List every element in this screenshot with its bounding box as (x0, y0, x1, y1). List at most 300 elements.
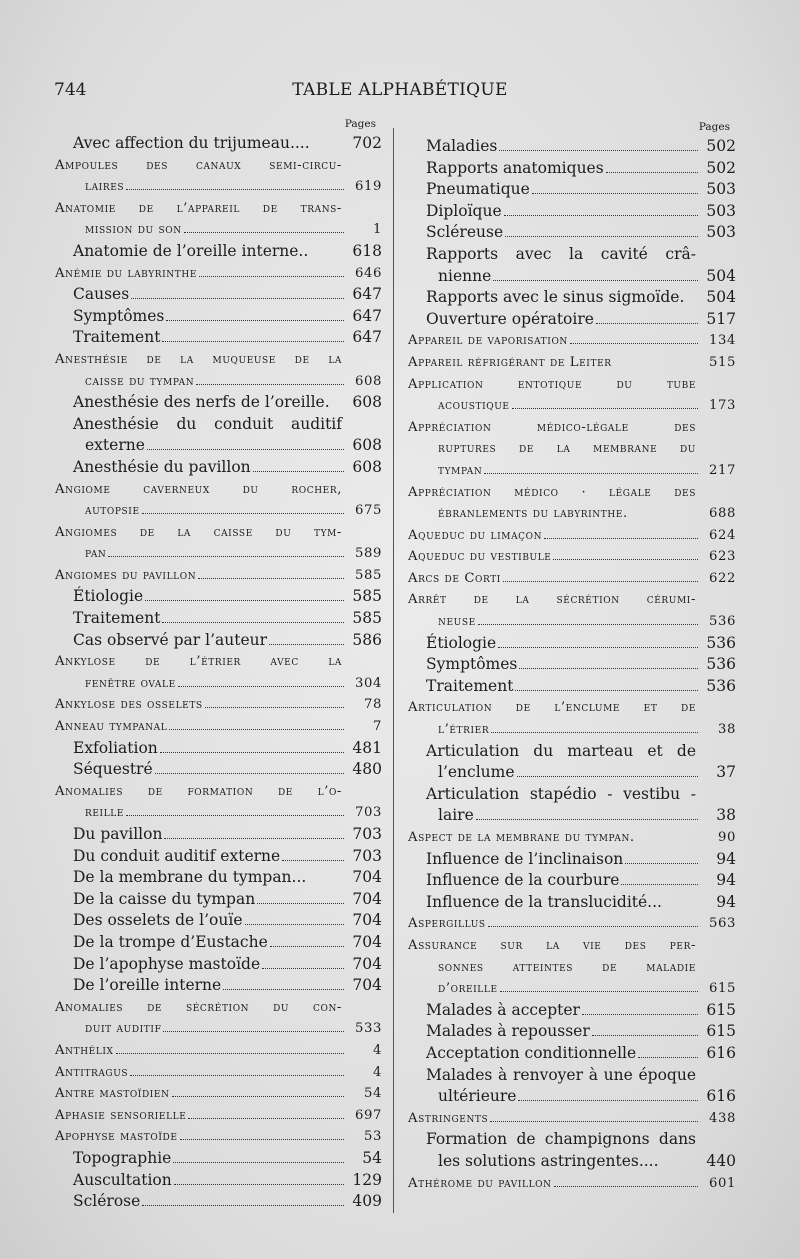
entry-text: d’oreille (438, 981, 498, 997)
index-entry (408, 352, 736, 374)
page-ref: 94 (716, 849, 736, 868)
dot-leader (498, 641, 698, 648)
index-entry (55, 630, 382, 652)
entry-text: reille (85, 805, 125, 821)
index-entry (408, 633, 736, 655)
index-entry (55, 392, 382, 414)
entry-text: laires (85, 179, 125, 195)
entry-text: Ankylose des osselets (55, 697, 203, 713)
index-entry-line: Formation de champignons dans (426, 1130, 696, 1149)
index-entry (55, 1062, 382, 1084)
index-entry (408, 654, 736, 676)
dot-leader (505, 230, 698, 237)
dot-leader (269, 638, 344, 645)
dot-leader (108, 550, 344, 557)
index-entry (55, 738, 382, 760)
entry-text: Anatomie de l’oreille interne.. (73, 241, 309, 260)
entry-text: laire (438, 806, 474, 825)
dot-leader (554, 1180, 698, 1187)
dot-leader (484, 467, 698, 474)
entry-text: Rapports avec le sinus sigmoïde. (426, 288, 685, 307)
entry-text: Anesthésie du pavillon (73, 457, 251, 476)
dot-leader (504, 209, 698, 216)
page-ref: 704 (352, 932, 382, 951)
index-entry (408, 1173, 736, 1195)
page-ref: 619 (355, 179, 382, 195)
index-entry (55, 1191, 382, 1213)
index-entry (55, 371, 382, 393)
index-entry (408, 309, 736, 331)
dot-leader (199, 270, 344, 277)
index-entry-line: Malades à renvoyer à une époque (426, 1065, 696, 1084)
index-entry (408, 1021, 736, 1043)
dot-leader (160, 746, 344, 753)
entry-text: Rapports anatomiques (426, 158, 604, 177)
page-ref: 1 (373, 222, 382, 238)
page-ref: 54 (362, 1148, 382, 1167)
index-entry (408, 568, 736, 590)
index-entry (55, 1018, 382, 1040)
page-ref: 504 (706, 266, 736, 285)
dot-leader (478, 618, 698, 625)
entry-text: l’enclume (438, 763, 515, 782)
dot-leader (664, 901, 698, 907)
dot-leader (162, 616, 344, 623)
entry-text: l’étrier (438, 722, 490, 738)
page-ref: 608 (352, 436, 382, 455)
page-ref: 704 (352, 911, 382, 930)
page-ref: 608 (352, 457, 382, 476)
entry-text: Aspergillus (408, 916, 486, 932)
dot-leader (503, 575, 698, 582)
entry-text: Appareil réfrigérant de Leiter (408, 354, 612, 370)
entry-text: Étiologie (73, 587, 144, 606)
index-entry (408, 266, 736, 288)
page-ref: 440 (706, 1151, 736, 1170)
dot-leader (606, 166, 698, 173)
dot-leader (155, 767, 344, 774)
index-entry (408, 762, 736, 784)
entry-text: acoustique (438, 398, 510, 414)
dot-leader (164, 832, 344, 839)
page-ref: 589 (355, 546, 382, 562)
index-entry (408, 676, 736, 698)
page-ref: 304 (355, 675, 382, 691)
entry-text: Étiologie (426, 633, 497, 652)
index-entry (55, 284, 382, 306)
index-column-left (55, 116, 382, 1213)
pages-label: Pages (344, 118, 376, 130)
index-entry (55, 932, 382, 954)
index-entry (55, 867, 382, 889)
page-ref: 622 (709, 570, 736, 586)
entry-text: Cas observé par l’auteur (73, 630, 268, 649)
dot-leader (596, 317, 698, 324)
entry-text: De la caisse du tympan (73, 889, 256, 908)
page-ref: 703 (355, 805, 382, 821)
dot-leader (630, 511, 698, 517)
pages-label: Pages (698, 121, 730, 133)
index-heading: Ankylose de l’étrier avec la (55, 654, 342, 670)
entry-text: De l’oreille interne (73, 976, 222, 995)
index-column-right (408, 119, 736, 1194)
page-ref: 704 (352, 976, 382, 995)
dot-leader (245, 918, 345, 925)
index-entry (408, 913, 736, 935)
index-entry (408, 330, 736, 352)
dot-leader (174, 1178, 344, 1185)
dot-leader (142, 507, 344, 514)
dot-leader (126, 809, 344, 816)
index-entry (55, 263, 382, 285)
index-entry (408, 892, 736, 914)
dot-leader (637, 835, 698, 841)
index-entry (55, 846, 382, 868)
index-heading: Articulation de l’enclume et de (408, 700, 696, 716)
index-entry (408, 395, 736, 417)
index-entry (55, 910, 382, 932)
dot-leader (257, 897, 344, 904)
dot-leader (515, 684, 698, 691)
index-entry (55, 1170, 382, 1192)
dot-leader (126, 183, 344, 190)
dot-leader (553, 553, 698, 560)
index-entry (408, 158, 736, 180)
page-ref: 615 (709, 981, 736, 997)
dot-leader (493, 274, 698, 281)
entry-text: Traitement (426, 676, 514, 695)
index-entry (55, 608, 382, 630)
page-ref: 409 (352, 1192, 382, 1211)
page-ref: 608 (352, 393, 382, 412)
index-heading: Angiome caverneux du rocher, (55, 481, 342, 497)
dot-leader (196, 378, 344, 385)
dot-leader (163, 1025, 344, 1032)
entry-text: externe (85, 436, 145, 455)
entry-text: Maladies (426, 137, 498, 155)
entry-text: Apophyse mastoïde (55, 1129, 178, 1145)
index-entry (408, 525, 736, 547)
entry-text: Diploïque (426, 201, 502, 220)
dot-leader (499, 144, 698, 151)
index-heading: Anomalies de sécrétion du con- (55, 999, 342, 1015)
index-entry (55, 457, 382, 479)
index-entry (55, 716, 382, 738)
page-ref: 7 (373, 719, 382, 735)
index-entry (55, 1105, 382, 1127)
dot-leader (145, 594, 344, 601)
dot-leader (166, 314, 344, 321)
dot-leader (173, 1156, 344, 1163)
index-entry (408, 849, 736, 871)
dot-leader (512, 402, 698, 409)
entry-text: Pneumatique (426, 180, 530, 199)
index-entry (408, 870, 736, 892)
page-ref: 503 (706, 201, 736, 220)
index-entry (408, 546, 736, 568)
entry-text: Ouverture opératoire (426, 309, 594, 328)
index-entry (55, 889, 382, 911)
index-entry (408, 503, 736, 525)
dot-leader (491, 726, 698, 733)
entry-text: Antre mastoïdien (55, 1086, 170, 1102)
index-entry-line: sonnes atteintes de maladie (438, 959, 696, 975)
entry-text: Du conduit auditif externe (73, 846, 281, 865)
page-ref: 703 (352, 846, 382, 865)
dot-leader (686, 296, 698, 302)
page-ref: 703 (352, 825, 382, 843)
index-heading: Angiomes de la caisse du tym- (55, 524, 342, 540)
entry-text: Du pavillon (73, 825, 163, 843)
dot-leader (592, 1029, 698, 1036)
index-entry (55, 975, 382, 997)
entry-text: Exfoliation (73, 738, 158, 757)
entry-text: Aqueduc du limaçon (408, 527, 543, 543)
page-ref: 585 (355, 567, 382, 583)
page-ref: 134 (709, 333, 736, 349)
index-heading: Assurance sur la vie des per- (408, 937, 696, 953)
page-ref: 601 (709, 1175, 736, 1191)
dot-leader (142, 1199, 344, 1206)
dot-leader (638, 1051, 698, 1058)
index-entry (408, 719, 736, 741)
index-entry (408, 136, 736, 158)
index-heading: Anomalies de formation de l’o- (55, 783, 342, 799)
dot-leader (198, 572, 344, 579)
index-entry (55, 759, 382, 781)
entry-text: tympan (438, 462, 483, 478)
dot-leader (178, 680, 344, 687)
entry-text: Malades à accepter (426, 1000, 580, 1019)
entry-text: Traitement (73, 328, 161, 347)
entry-text: Aphasie sensorielle (55, 1107, 187, 1123)
index-entry (55, 1083, 382, 1105)
dot-leader (131, 292, 344, 299)
page-ref: 481 (352, 738, 382, 757)
entry-text: Causes (73, 285, 130, 304)
index-entry-line: ruptures de la membrane du (438, 441, 696, 457)
entry-text: Arcs de Corti (408, 570, 501, 586)
page-ref: 704 (352, 868, 382, 887)
index-entry (55, 586, 382, 608)
index-entry (408, 978, 736, 1000)
index-entry (408, 222, 736, 244)
entry-text: Scléreuse (426, 223, 504, 242)
dot-leader (262, 962, 344, 969)
index-entry (408, 179, 736, 201)
index-entry (408, 827, 736, 849)
entry-text: Topographie (73, 1148, 172, 1167)
page-ref: 615 (706, 1000, 736, 1019)
index-entry (55, 954, 382, 976)
page-ref: 502 (706, 137, 736, 155)
dot-leader (223, 983, 344, 990)
index-entry (408, 805, 736, 827)
page-ref: 94 (716, 871, 736, 890)
entry-text: Traitement (73, 609, 161, 628)
index-entry (55, 824, 382, 846)
dot-leader (169, 723, 344, 730)
index-heading: Ampoules des canaux semi-circu- (55, 157, 342, 173)
page-ref: 616 (706, 1087, 736, 1106)
index-entry (55, 241, 382, 263)
entry-text: Anthélix (55, 1042, 114, 1058)
entry-text: mission du son (85, 222, 182, 238)
index-entry (408, 1043, 736, 1065)
page-ref: 533 (355, 1021, 382, 1037)
index-heading: Anesthésie de la muqueuse de la (55, 351, 342, 367)
index-entry (55, 802, 382, 824)
dot-leader (570, 337, 698, 344)
entry-text: caisse du tympan (85, 373, 195, 389)
page-number: 744 (54, 80, 87, 100)
page-ref: 217 (709, 462, 736, 478)
page-ref: 585 (352, 609, 382, 628)
dot-leader (332, 401, 344, 407)
index-entry-line: Articulation stapédio - vestibu - (426, 784, 696, 803)
dot-leader (282, 854, 344, 861)
page-ref: 94 (716, 892, 736, 911)
entry-text: Anneau tympanal (55, 719, 168, 735)
page-header (0, 80, 800, 104)
dot-leader (519, 662, 698, 669)
index-heading: Arrêt de la sécrétion cérumi- (408, 592, 696, 608)
index-entry (408, 1000, 736, 1022)
index-entry (408, 287, 736, 309)
entry-text: Malades à repousser (426, 1022, 590, 1041)
index-entry (408, 611, 736, 633)
page-ref: 4 (373, 1042, 382, 1058)
page-ref: 702 (352, 134, 382, 152)
index-entry (408, 201, 736, 223)
page-ref: 624 (709, 527, 736, 543)
entry-text: Anesthésie des nerfs de l’oreille. (73, 393, 330, 412)
dot-leader (582, 1008, 698, 1015)
page-ref: 503 (706, 180, 736, 199)
page-ref: 585 (352, 587, 382, 606)
page-ref: 173 (709, 398, 736, 414)
page-ref: 480 (352, 760, 382, 779)
entry-text: duit auditif (85, 1021, 162, 1037)
entry-text: Astringents (408, 1110, 489, 1126)
page-ref: 4 (373, 1064, 382, 1080)
dot-leader (500, 985, 698, 992)
page-ref: 647 (352, 328, 382, 347)
page-ref: 90 (718, 830, 736, 845)
page-ref: 38 (716, 806, 736, 825)
page-ref: 53 (364, 1129, 382, 1145)
dot-leader (162, 335, 344, 342)
entry-text: De la trompe d’Eustache (73, 932, 268, 951)
index-entry (55, 435, 382, 457)
entry-text: Symptômes (426, 655, 518, 674)
dot-leader (476, 813, 698, 820)
page-ref: 647 (352, 285, 382, 304)
page-ref: 618 (352, 241, 382, 260)
dot-leader (270, 940, 344, 947)
entry-text: Symptômes (73, 306, 165, 325)
entry-text: Avec affection du trijumeau.... (73, 134, 310, 152)
entry-text: De l’apophyse mastoïde (73, 954, 261, 973)
entry-text: Angiomes du pavillon (55, 567, 197, 583)
dot-leader (517, 770, 698, 777)
entry-text: autopsie (85, 503, 140, 519)
dot-leader (205, 701, 344, 708)
index-heading: Anatomie de l’appareil de trans- (55, 200, 342, 216)
entry-text: Séquestré (73, 760, 153, 779)
entry-text: Acceptation conditionnelle (426, 1043, 637, 1062)
index-entry (55, 500, 382, 522)
dot-leader (310, 250, 344, 256)
page-ref: 517 (706, 309, 736, 328)
page-ref: 615 (706, 1022, 736, 1041)
dot-leader (614, 360, 698, 366)
entry-text: nienne (438, 266, 492, 285)
page-ref: 536 (706, 655, 736, 674)
page-ref: 515 (709, 354, 736, 370)
entry-text: ultérieure (438, 1087, 517, 1106)
page-ref: 608 (355, 373, 382, 389)
dot-leader (184, 226, 344, 233)
dot-leader (621, 878, 698, 885)
entry-text: ébranlements du labyrinthe. (438, 506, 628, 522)
entry-text: fenêtre ovale (85, 675, 176, 691)
dot-leader (490, 1115, 698, 1122)
entry-text: Des osselets de l’ouïe (73, 911, 243, 930)
dot-leader (488, 920, 698, 927)
entry-text: Aspect de la membrane du tympan. (408, 830, 635, 845)
dot-leader (172, 1090, 344, 1097)
entry-text: Athérome du pavillon (408, 1175, 552, 1191)
page-ref: 503 (706, 223, 736, 242)
entry-text: Influence de la courbure (426, 871, 620, 890)
page-ref: 536 (706, 676, 736, 695)
page-ref: 704 (352, 954, 382, 973)
dot-leader (308, 876, 344, 882)
index-entry (408, 1151, 736, 1173)
dot-leader (130, 1069, 344, 1076)
page-ref: 688 (709, 506, 736, 522)
index-entry (55, 1040, 382, 1062)
page-ref: 129 (352, 1170, 382, 1189)
page-ref: 38 (718, 722, 736, 738)
page-ref: 536 (706, 633, 736, 652)
entry-text: Aqueduc du vestibule (408, 549, 552, 565)
page-ref: 586 (352, 630, 382, 649)
entry-text: Appareil de vaporisation (408, 333, 568, 349)
index-entry-line: Articulation du marteau et de (426, 741, 696, 760)
index-entry (55, 327, 382, 349)
page-ref: 78 (364, 697, 382, 713)
page-ref: 647 (352, 306, 382, 325)
index-heading: Appréciation médico-légale des (408, 419, 696, 435)
index-entry-line: Rapports avec la cavité crâ- (426, 244, 696, 263)
entry-text: Anémie du labyrinthe (55, 265, 197, 281)
entry-text: Sclérose (73, 1192, 141, 1211)
dot-leader (532, 187, 698, 194)
column-divider (393, 128, 394, 1213)
index-entry (408, 1108, 736, 1130)
index-entry (55, 543, 382, 565)
index-entry (55, 694, 382, 716)
dot-leader (312, 142, 344, 148)
index-entry-line: Anesthésie du conduit auditif (73, 414, 342, 433)
index-entry (55, 176, 382, 198)
entry-text: De la membrane du tympan... (73, 868, 307, 887)
entry-text: neuse (438, 614, 476, 630)
dot-leader (188, 1112, 344, 1119)
page-ref: 438 (709, 1110, 736, 1126)
